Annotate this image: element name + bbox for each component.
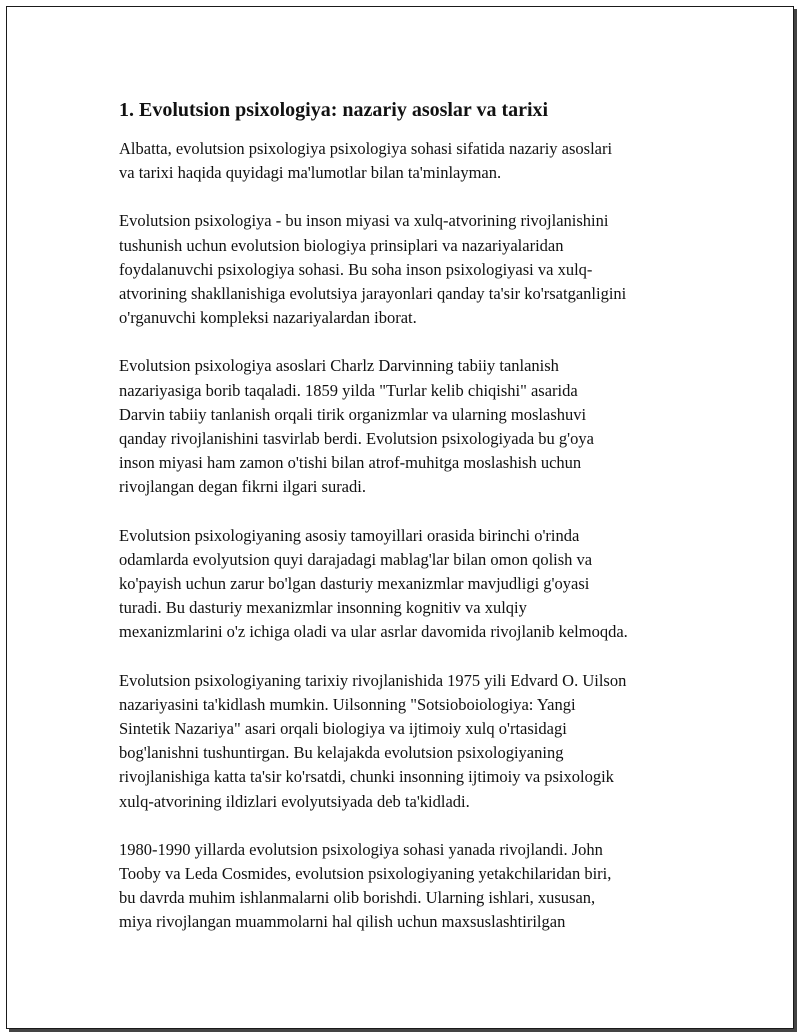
paragraph-line: Evolutsion psixologiya asoslari Charlz Darvinning tabiiy tanlanish <box>119 356 559 376</box>
paragraph-line: tushunish uchun evolutsion biologiya prinsiplari va nazariyalaridan <box>119 235 564 255</box>
paragraph-line: Evolutsion psixologiyaning tarixiy rivojlanishida 1975 yili Edvard O. Uilson <box>119 670 627 690</box>
paragraph-line: turadi. Bu dasturiy mexanizmlar insonning kognitiv va xulqiy <box>119 598 527 618</box>
paragraph <box>119 209 699 330</box>
document-page <box>6 6 794 1029</box>
paragraph-line: Sintetik Nazariya" asari orqali biologiya va ijtimoiy xulq o'rtasidagi <box>119 719 567 739</box>
paragraph-line: Tooby va Leda Cosmides, evolutsion psixologiyaning yetakchilaridan biri, <box>119 864 612 884</box>
paragraph-line: bog'lanishni tushuntirgan. Bu kelajakda evolutsion psixologiyaning <box>119 743 564 763</box>
paragraph-line: 1980-1990 yillarda evolutsion psixologiya sohasi yanada rivojlandi. John <box>119 839 603 859</box>
paragraph-line: Darvin tabiiy tanlanish orqali tirik organizmlar va ularning moslashuvi <box>119 404 587 424</box>
paragraph-line: rivojlangan degan fikrni ilgari suradi. <box>119 477 366 497</box>
paragraph-line: rivojlanishiga katta ta'sir ko'rsatdi, chunki insonning ijtimoiy va psixologik <box>119 767 614 787</box>
paragraph-line: o'rganuvchi kompleksi nazariyalardan iborat. <box>119 308 417 328</box>
paragraph-list <box>119 137 699 935</box>
paragraph-line: qanday rivojlanishini tasvirlab berdi. Evolutsion psixologiyada bu g'oya <box>119 429 594 449</box>
paragraph-line: inson miyasi ham zamon o'tishi bilan atrof-muhitga moslashish uchun <box>119 453 582 473</box>
paragraph-line: Evolutsion psixologiya - bu inson miyasi va xulq-atvorining rivojlanishini <box>119 211 609 231</box>
paragraph-line: Evolutsion psixologiyaning asosiy tamoyillari orasida birinchi o'rinda <box>119 525 580 545</box>
paragraph-line: xulq-atvorining ildizlari evolyutsiyada deb ta'kidladi. <box>119 791 470 811</box>
paragraph <box>119 838 699 935</box>
paragraph-line: va tarixi haqida quyidagi ma'lumotlar bilan ta'minlayman. <box>119 163 502 183</box>
paragraph <box>119 354 699 499</box>
paragraph-line: ko'payish uchun zarur bo'lgan dasturiy mexanizmlar mavjudligi g'oyasi <box>119 574 590 594</box>
document-content <box>119 97 699 959</box>
paragraph <box>119 669 699 814</box>
paragraph-line: odamlarda evolyutsion quyi darajadagi mablag'lar bilan omon qolish va <box>119 549 593 569</box>
paragraph <box>119 524 699 645</box>
document-title: 1. Evolutsion psixologiya: nazariy asoslar va tarixi <box>119 99 549 121</box>
paragraph-line: miya rivojlangan muammolarni hal qilish uchun maxsuslashtirilgan <box>119 912 566 932</box>
paragraph-line: nazariyasiga borib taqaladi. 1859 yilda "Turlar kelib chiqishi" asarida <box>119 380 578 400</box>
paragraph-line: mexanizmlarini o'z ichiga oladi va ular asrlar davomida rivojlanib kelmoqda. <box>119 622 628 642</box>
paragraph-line: atvorining shakllanishiga evolutsiya jarayonlari qanday ta'sir ko'rsatganligini <box>119 284 627 304</box>
paragraph-line: bu davrda muhim ishlanmalarni olib borishdi. Ularning ishlari, xususan, <box>119 888 596 908</box>
paragraph <box>119 137 699 185</box>
paragraph-line: Albatta, evolutsion psixologiya psixologiya sohasi sifatida nazariy asoslari <box>119 139 613 158</box>
paragraph-line: nazariyasini ta'kidlash mumkin. Uilsonning "Sotsioboiologiya: Yangi <box>119 694 576 714</box>
paragraph-line: foydalanuvchi psixologiya sohasi. Bu soha inson psixologiyasi va xulq- <box>119 259 593 279</box>
